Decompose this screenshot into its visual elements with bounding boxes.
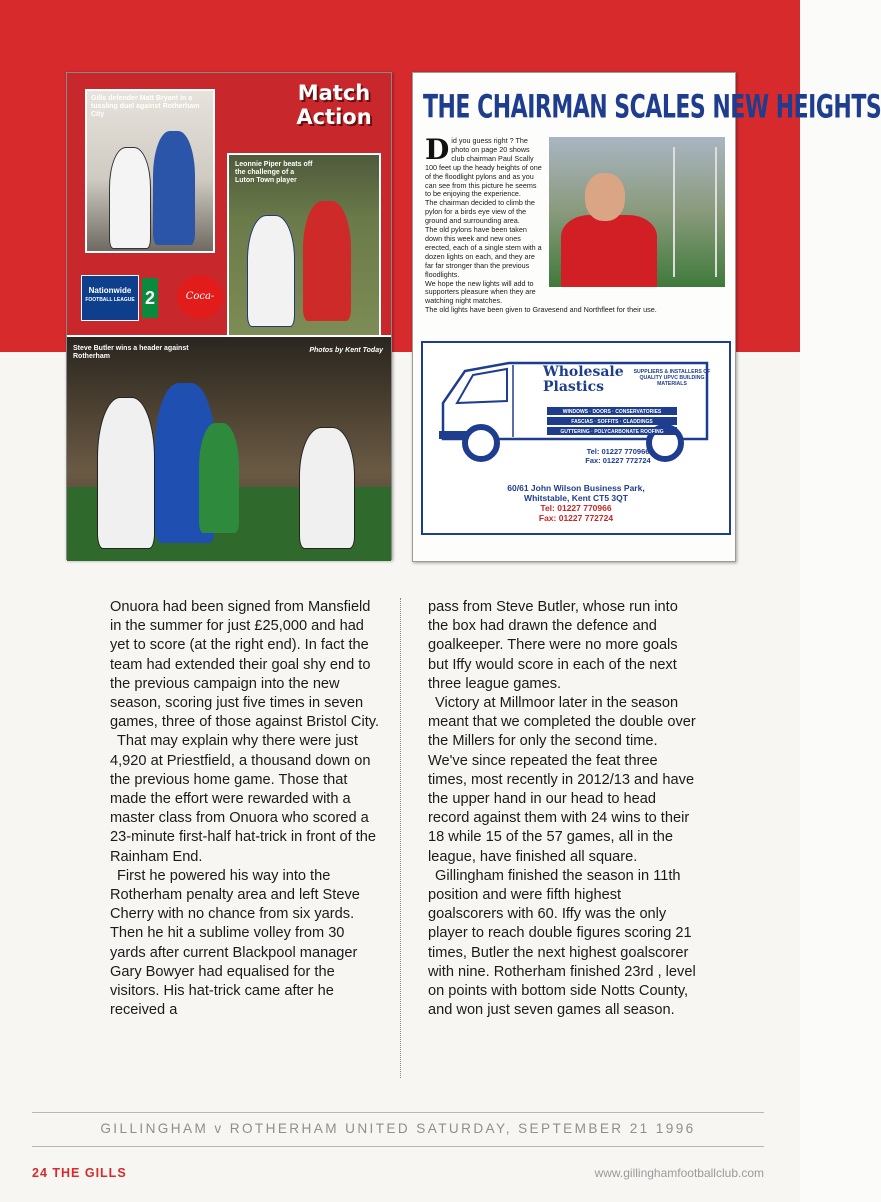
chairman-headline: THE CHAIRMAN SCALES NEW HEIGHTS <box>423 90 881 127</box>
player-figure <box>153 131 195 245</box>
advert-fax: Fax: 01227 772724 <box>538 513 614 523</box>
column-divider <box>400 598 401 1078</box>
footer-match-title: GILLINGHAM v ROTHERHAM UNITED SATURDAY, SEPTEMBER 21 1996 <box>100 1121 696 1136</box>
match-photo-middle <box>227 153 381 339</box>
article-paragraph: Onuora had been signed from Mansfield in the summer for just £25,000 and had yet to score (at the right end). In fact the team had extended their goal shy end to the previous campaign into the new season, scoring just five times in seven games, three of those against Bristol City. <box>110 599 380 731</box>
chairman-para-5: The old lights have been given to Gravesend and Northfleet for their use. <box>425 305 657 315</box>
advert-products-3: GUTTERING · POLYCARBONATE ROOFING <box>560 429 664 435</box>
footer-rule-bottom <box>32 1146 764 1147</box>
van-phone: Tel: 01227 770966 Fax: 01227 772724 <box>585 447 651 465</box>
sponsor-logos <box>81 275 231 319</box>
article-column-1 <box>110 598 380 1020</box>
photo-caption-bottom: Steve Butler wins a header against Rotherham <box>73 345 189 360</box>
chairman-article-body <box>425 133 725 315</box>
drop-cap: D <box>425 133 450 166</box>
advert-address-2: Whitstable, Kent CT5 3QT <box>524 493 628 503</box>
advert-address-1: 60/61 John Wilson Business Park, <box>507 483 645 493</box>
article-paragraph: pass from Steve Butler, whose run into the box had drawn the defence and goalkeeper. There were no more goals but Iffy would score in each of the next three league games. <box>428 599 678 692</box>
chairman-para-4: We hope the new lights will add to supporters pleasure when they are watching night matches. <box>425 278 536 306</box>
floodlight-pylon <box>673 147 717 277</box>
photo-caption-middle: Leonnie Piper beats off the challenge of a Luton Town player <box>235 161 313 184</box>
chairman-para-1: id you guess right ? The photo on page 20 shows club chairman Paul Scally 100 feet up the heady heights of one of the floodlight pylons and as you can see from this picture he seems to be enjoying the experience. <box>425 136 542 199</box>
footer-rule-top <box>32 1112 764 1113</box>
match-action-title: Match Action <box>296 81 372 129</box>
division-number: 2 <box>142 278 158 318</box>
match-photo-top <box>85 89 215 253</box>
advert-products-1: WINDOWS · DOORS · CONSERVATORIES <box>562 409 662 415</box>
coca-cola-cup-logo: Coca- <box>177 275 223 319</box>
chairman-para-3: The old pylons have been taken down this week and new ones erected, each of a single stem with a dozen lights on each, and they are far far stronger than the previous floodlights. <box>425 225 542 279</box>
player-figure <box>247 215 295 327</box>
advert-brand: Wholesale Plastics <box>543 364 624 395</box>
article-paragraph: Gillingham finished the season in 11th position and were fifth highest goalscorers with 60. Iffy was the only player to reach double figures scoring 21 times, Butler the next highest goalscorer with nine. Rotherham finished 23rd , level on points with bottom side Notts County, and won just seven games all season. <box>428 867 696 1019</box>
photo-credit: Photos by Kent Today <box>309 347 383 354</box>
page-number: 24 THE GILLS <box>32 1166 127 1180</box>
match-action-clipping <box>66 72 392 560</box>
advert-tel: Tel: 01227 770966 <box>540 503 612 513</box>
wholesale-plastics-advert <box>421 341 731 535</box>
advert-products-2: FASCIAS · SOFFITS · CLADDINGS <box>571 419 653 425</box>
chairman-para-2: The chairman decided to climb the pylon for a birds eye view of the ground and surrounding area. <box>425 198 535 226</box>
article-column-2 <box>428 598 698 1020</box>
player-figure <box>97 397 155 549</box>
chairman-clipping <box>412 72 881 562</box>
chairman-shirt <box>561 215 657 287</box>
article-paragraph: Victory at Millmoor later in the season meant that we completed the double over the Millers for only the second time. We've since repeated the feat three times, most recently in 2012/13 and have the upper hand in our head to head record against them with 24 wins to their 18 while 15 of the 57 games, all in the league, have finished all square. <box>428 695 696 865</box>
website-link[interactable]: www.gillinghamfootballclub.com <box>594 1166 764 1180</box>
chairman-face <box>585 173 625 221</box>
photo-caption-top: Gills defender Matt Bryant in a tussling duel against Rotherham City <box>91 95 200 118</box>
chairman-photo <box>549 137 725 287</box>
player-figure <box>303 201 351 321</box>
player-figure <box>109 147 151 249</box>
advert-tagline: SUPPLIERS & INSTALLERS OF QUALITY UPVC BUILDING MATERIALS <box>633 369 711 387</box>
article-paragraph: First he powered his way into the Rotherham penalty area and left Steve Cherry with no chance from six yards. Then he hit a sublime volley from 30 yards after current Blackpool manager Gary Bowyer had equalised for the visitors. His hat-trick came after he received a <box>110 867 360 1019</box>
article-paragraph: That may explain why there were just 4,920 at Priestfield, a thousand down on the previous home game. Those that made the effort were rewarded with a master class from Onuora who scored a 23-minute first-half hat-trick in front of the Rainham End. <box>110 733 377 865</box>
player-figure <box>299 427 355 549</box>
match-photo-bottom <box>67 335 391 561</box>
player-figure <box>199 423 239 533</box>
nationwide-logo: Nationwide FOOTBALL LEAGUE 2 <box>81 275 139 321</box>
